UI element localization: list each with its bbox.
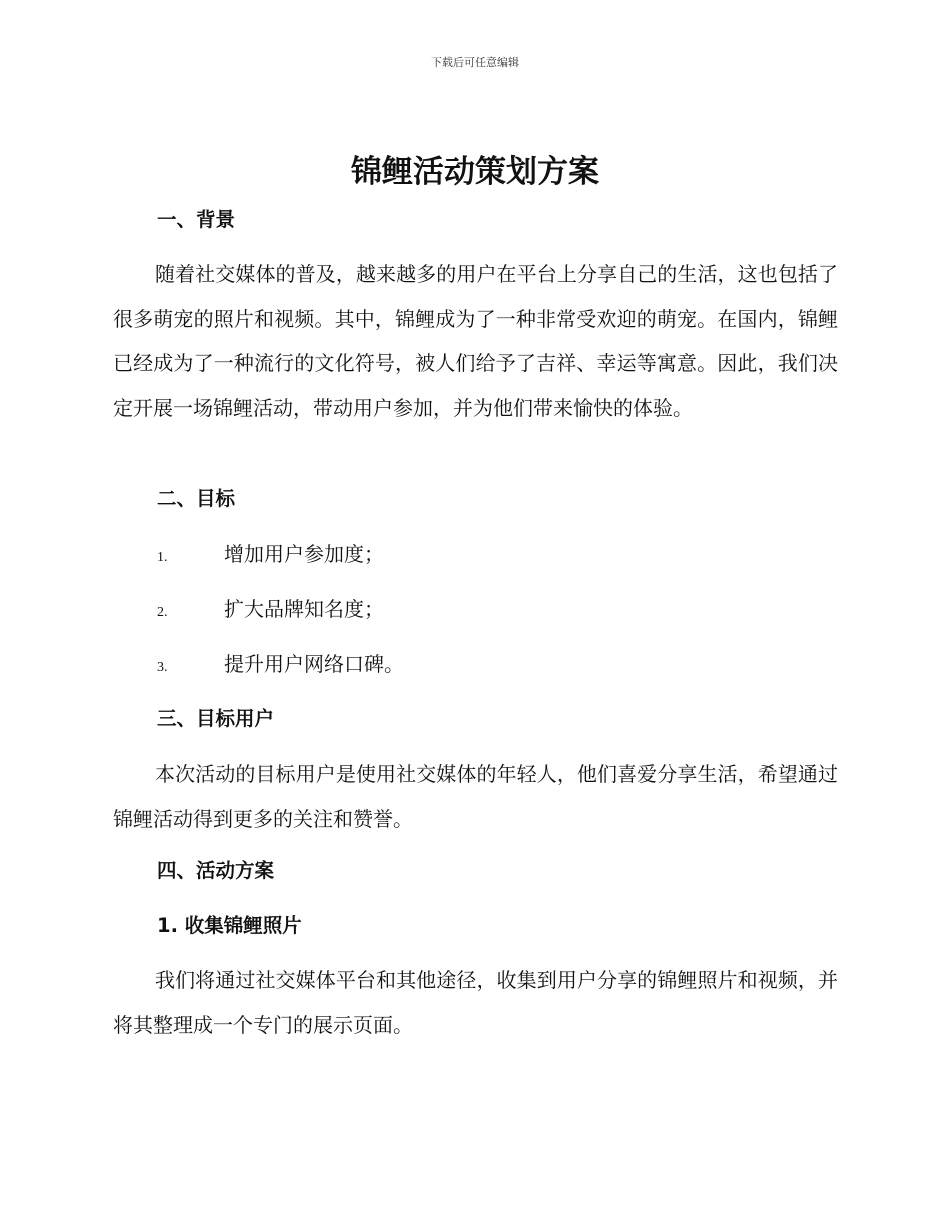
list-item-text: 扩大品牌知名度； (224, 597, 384, 621)
section-heading-background: 一、背景 (157, 208, 236, 231)
page-header-note: 下载后可任意编辑 (431, 56, 519, 69)
list-item-number: 2. (157, 605, 168, 620)
list-item-text: 提升用户网络口碑。 (224, 652, 404, 676)
document-title: 锦鲤活动策划方案 (351, 154, 599, 190)
section-heading-activity-plan: 四、活动方案 (157, 859, 275, 882)
collect-photos-paragraph: 我们将通过社交媒体平台和其他途径，收集到用户分享的锦鲤照片和视频，并将其整理成一个专门的展示页面。 (113, 968, 838, 1037)
section-heading-goals: 二、目标 (157, 487, 236, 510)
list-item-number: 3. (157, 660, 168, 675)
background-paragraph: 随着社交媒体的普及，越来越多的用户在平台上分享自己的生活，这也包括了很多萌宠的照片和视频。其中，锦鲤成为了一种非常受欢迎的萌宠。在国内，锦鲤已经成为了一种流行的文化符号，被人们给予了吉祥、幸运等寓意。因此，我们决定开展一场锦鲤活动，带动用户参加，并为他们带来愉快的体验。 (113, 262, 838, 420)
list-item (157, 595, 384, 627)
subsection-heading-collect-photos: 1. 收集锦鲤照片 (157, 914, 302, 937)
section-heading-target-users: 三、目标用户 (157, 707, 275, 730)
list-item (157, 540, 384, 572)
list-item (157, 650, 404, 682)
list-item-number: 1. (157, 550, 168, 565)
list-item-text: 增加用户参加度； (224, 542, 384, 566)
target-users-paragraph: 本次活动的目标用户是使用社交媒体的年轻人，他们喜爱分享生活，希望通过锦鲤活动得到更多的关注和赞誉。 (113, 762, 838, 831)
